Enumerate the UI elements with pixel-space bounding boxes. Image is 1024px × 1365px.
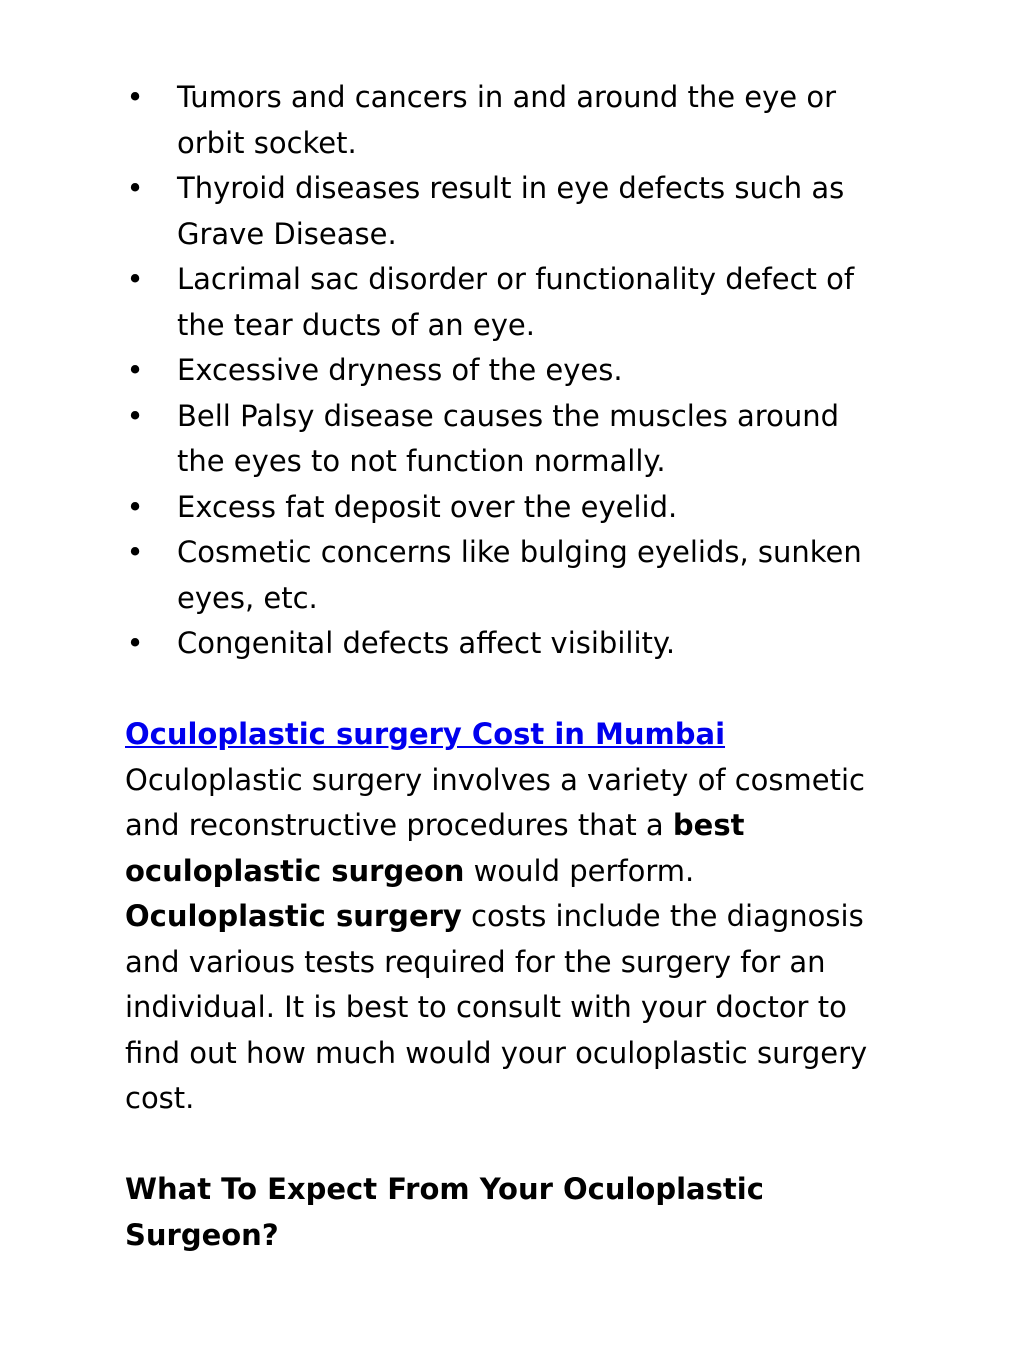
list-item-text: Thyroid diseases result in eye defects such as Grave Disease. [177,171,845,251]
conditions-list [125,75,885,667]
oculoplastic-surgery-bold: Oculoplastic surgery [125,899,462,933]
bullet-icon: • [126,535,144,569]
cost-paragraph [125,758,885,1122]
bullet-icon: • [126,262,144,296]
list-item-text: Tumors and cancers in and around the eye or orbit socket. [177,80,836,160]
list-item-text: Lacrimal sac disorder or functionality defect of the tear ducts of an eye. [177,262,855,342]
bullet-icon: • [126,626,144,660]
list-item [125,348,885,394]
list-item-text: Excess fat deposit over the eyelid. [177,489,678,524]
cost-text-1: Oculoplastic surgery involves a variety of cosmetic and reconstructive procedures that a [125,762,865,842]
list-item-text: Bell Palsy disease causes the muscles around the eyes to not function normally. [177,398,839,478]
spacer [125,1122,885,1168]
list-item-text: Excessive dryness of the eyes. [177,353,623,387]
bullet-icon: • [126,171,144,205]
document-content [125,75,885,1258]
bullet-icon: • [126,398,144,433]
list-item-text: Cosmetic concerns like bulging eyelids, sunken eyes, etc. [177,535,862,615]
bullet-icon: • [126,489,144,524]
cost-text-2: would perform. [464,853,695,888]
list-item [125,75,885,166]
cost-in-mumbai-link[interactable]: Oculoplastic surgery Cost in Mumbai [125,717,726,751]
best-surgeon-bold: best oculoplastic surgeon [125,808,745,888]
list-item-text: Congenital defects affect visibility. [177,626,676,660]
spacer [125,667,885,713]
list-item [125,166,885,257]
list-item [125,621,885,667]
list-item [125,257,885,348]
list-item [125,394,885,485]
cost-text-3: costs include the diagnosis and various tests required for the surgery for an individual. It is best to consult with your doctor to find out how much would your oculoplastic surgery cost. [125,899,868,1115]
bullet-icon: • [126,353,144,387]
list-item [125,485,885,531]
list-item [125,530,885,621]
expect-heading: What To Expect From Your Oculoplastic Surgeon? [125,1172,764,1252]
bullet-icon: • [126,80,144,114]
